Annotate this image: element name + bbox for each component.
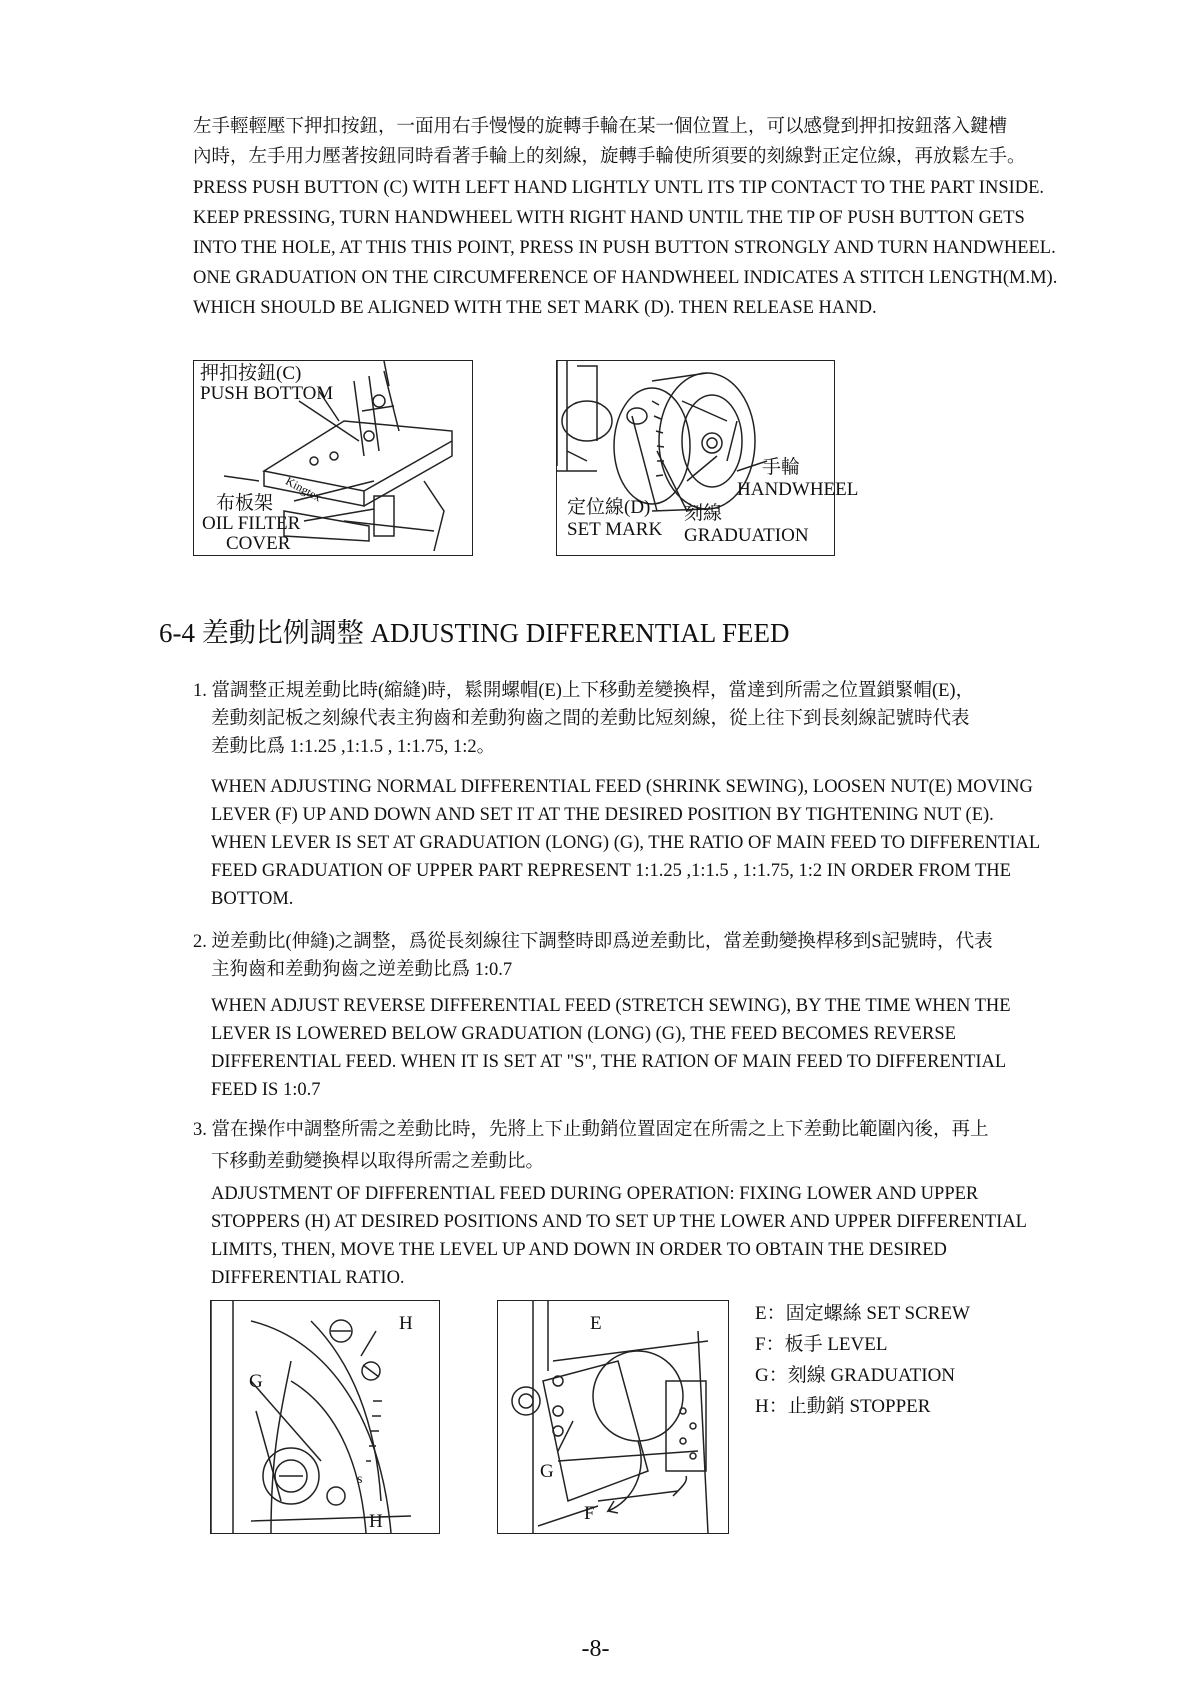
item2-en-line-2: LEVER IS LOWERED BELOW GRADUATION (LONG) (G), THE FEED BECOMES REVERSE bbox=[211, 1024, 956, 1044]
intro-zh-line-2: 內時，左手用力壓著按鈕同時看著手輪上的刻線，旋轉手輪使所須要的刻線對正定位線，再放鬆左手。 bbox=[193, 147, 1026, 167]
stopper-plate-illustration bbox=[211, 1301, 439, 1533]
item2-zh-line-2: 主狗齒和差動狗齒之逆差動比爲 1:0.7 bbox=[211, 960, 513, 980]
intro-en-line-4: ONE GRADUATION ON THE CIRCUMFERENCE OF HANDWHEEL INDICATES A STITCH LENGTH(M.M). bbox=[193, 268, 1058, 288]
section-title: 6-4 差動比例調整 ADJUSTING DIFFERENTIAL FEED bbox=[159, 618, 790, 648]
intro-en-line-2: KEEP PRESSING, TURN HANDWHEEL WITH RIGHT HAND UNTIL THE TIP OF PUSH BUTTON GETS bbox=[193, 208, 1025, 228]
lever-assembly-illustration bbox=[498, 1301, 728, 1533]
lever-f-label: F bbox=[584, 1503, 595, 1524]
figure-stopper-plate bbox=[210, 1300, 440, 1534]
item3-en-line-4: DIFFERENTIAL RATIO. bbox=[211, 1268, 405, 1288]
item3-zh-line-1: 3. 當在操作中調整所需之差動比時，先將上下止動銷位置固定在所需之上下差動比範圍內後，再上 bbox=[193, 1120, 989, 1140]
item1-zh-line-3: 差動比爲 1:1.25 ,1:1.5 , 1:1.75, 1:2。 bbox=[211, 737, 496, 757]
item1-en-line-2: LEVER (F) UP AND DOWN AND SET IT AT THE DESIRED POSITION BY TIGHTENING NUT (E). bbox=[211, 805, 994, 825]
item3-en-line-1: ADJUSTMENT OF DIFFERENTIAL FEED DURING OPERATION: FIXING LOWER AND UPPER bbox=[211, 1184, 979, 1204]
item1-en-line-3: WHEN LEVER IS SET AT GRADUATION (LONG) (G), THE RATIO OF MAIN FEED TO DIFFERENTIAL bbox=[211, 833, 1041, 853]
item1-zh-line-2: 差動刻記板之刻線代表主狗齒和差動狗齒之間的差動比短刻線，從上往下到長刻線記號時代表 bbox=[211, 709, 970, 729]
oil-filter-label-zh: 布板架 bbox=[216, 493, 274, 514]
legend-item-f: F：板手 LEVEL bbox=[755, 1334, 888, 1355]
figure-push-button bbox=[193, 360, 473, 556]
item2-en-line-1: WHEN ADJUST REVERSE DIFFERENTIAL FEED (STRETCH SEWING), BY THE TIME WHEN THE bbox=[211, 996, 1011, 1016]
item1-en-line-4: FEED GRADUATION OF UPPER PART REPRESENT 1:1.25 ,1:1.5 , 1:1.75, 1:2 IN ORDER FROM THE bbox=[211, 861, 1011, 881]
brand-logo-text: Kingtex bbox=[283, 473, 324, 505]
item3-en-line-3: LIMITS, THEN, MOVE THE LEVEL UP AND DOWN IN ORDER TO OBTAIN THE DESIRED bbox=[211, 1240, 947, 1260]
item3-en-line-2: STOPPERS (H) AT DESIRED POSITIONS AND TO SET UP THE LOWER AND UPPER DIFFERENTIAL bbox=[211, 1212, 1027, 1232]
intro-zh-line-1: 左手輕輕壓下押扣按鈕，一面用右手慢慢的旋轉手輪在某一個位置上，可以感覺到押扣按鈕落入鍵槽 bbox=[193, 117, 1008, 137]
graduation-label-en: GRADUATION bbox=[684, 525, 809, 546]
graduation-label-zh: 刻線 bbox=[684, 503, 723, 524]
set-screw-e-label: E bbox=[590, 1313, 602, 1334]
graduation-g-label-2: G bbox=[540, 1461, 554, 1482]
push-button-label-zh: 押扣按鈕(C) bbox=[200, 363, 302, 384]
intro-en-line-5: WHICH SHOULD BE ALIGNED WITH THE SET MARK (D). THEN RELEASE HAND. bbox=[193, 298, 877, 318]
figure-lever-assembly bbox=[497, 1300, 729, 1534]
oil-filter-label-en-2: COVER bbox=[226, 533, 291, 554]
set-mark-label-zh: 定位線(D) bbox=[567, 497, 651, 518]
item3-zh-line-2: 下移動差動變換桿以取得所需之差動比。 bbox=[211, 1152, 545, 1172]
stopper-h-label-bottom: H bbox=[369, 1511, 383, 1532]
figure-handwheel bbox=[556, 360, 859, 556]
stopper-h-label-top: H bbox=[399, 1313, 413, 1334]
push-button-label-en: PUSH BOTTOM bbox=[200, 383, 334, 404]
item1-en-line-5: BOTTOM. bbox=[211, 889, 294, 909]
intro-en-line-3: INTO THE HOLE, AT THIS THIS POINT, PRESS IN PUSH BUTTON STRONGLY AND TURN HANDWHEEL. bbox=[193, 238, 1056, 258]
handwheel-label-en: HANDWHEEL bbox=[737, 479, 859, 500]
intro-en-line-1: PRESS PUSH BUTTON (C) WITH LEFT HAND LIGHTLY UNTL ITS TIP CONTACT TO THE PART INSIDE. bbox=[193, 178, 1045, 198]
item1-zh-line-1: 1. 當調整正規差動比時(縮縫)時，鬆開螺帽(E)上下移動差變換桿，當達到所需之位置鎖緊帽(E)， bbox=[193, 681, 975, 701]
legend-item-g: G：刻線 GRADUATION bbox=[755, 1365, 956, 1386]
legend-item-h: H：止動銷 STOPPER bbox=[755, 1396, 931, 1417]
parts-legend bbox=[755, 1298, 970, 1422]
graduation-g-label: G bbox=[249, 1371, 263, 1392]
set-mark-label-en: SET MARK bbox=[567, 519, 663, 540]
s-mark-label: s bbox=[357, 1472, 363, 1487]
handwheel-label-zh: 手輪 bbox=[762, 457, 801, 478]
oil-filter-label-en-1: OIL FILTER bbox=[202, 513, 301, 534]
legend-item-e: E：固定螺絲 SET SCREW bbox=[755, 1303, 970, 1324]
item2-zh-line-1: 2. 逆差動比(伸縫)之調整，爲從長刻線往下調整時即爲逆差動比，當差動變換桿移到S記號時，代表 bbox=[193, 932, 993, 952]
item1-en-line-1: WHEN ADJUSTING NORMAL DIFFERENTIAL FEED (SHRINK SEWING), LOOSEN NUT(E) MOVING bbox=[211, 777, 1033, 797]
page-number: -8- bbox=[581, 1636, 610, 1662]
item2-en-line-4: FEED IS 1:0.7 bbox=[211, 1080, 321, 1100]
item2-en-line-3: DIFFERENTIAL FEED. WHEN IT IS SET AT "S", THE RATION OF MAIN FEED TO DIFFERENTIAL bbox=[211, 1052, 1007, 1072]
